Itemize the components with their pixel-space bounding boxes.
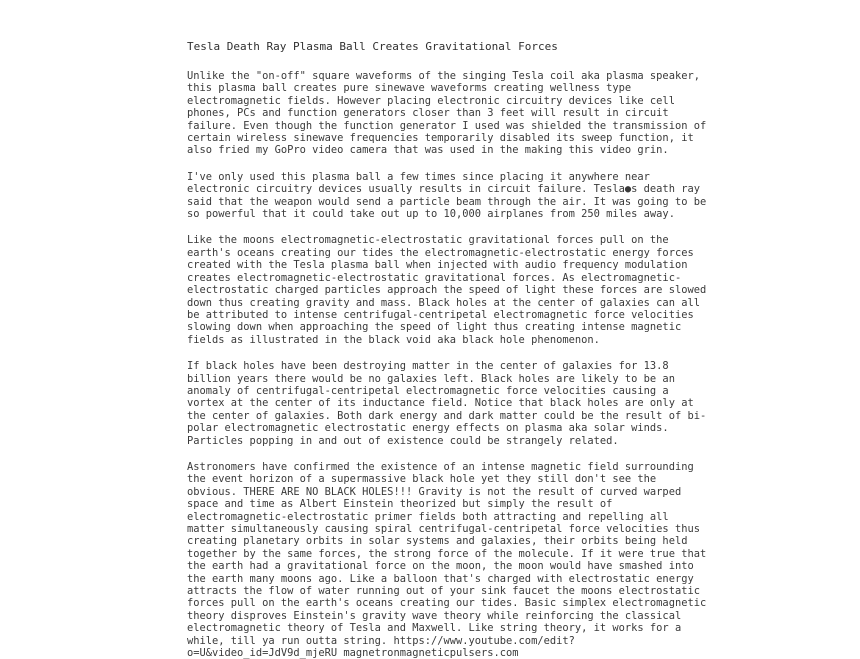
text-line: theory disproves Einstein's gravity wave theory while reinforcing the classical bbox=[187, 609, 682, 622]
text-line: together by the same forces, the strong force of the molecule. If it were true that bbox=[187, 547, 707, 560]
text-line: space and time as Albert Einstein theorized but simply the result of bbox=[187, 498, 613, 511]
text-line: forces pull on the earth's oceans creating our tides. Basic simplex electromagnetic bbox=[187, 597, 707, 610]
text-line: anomaly of centrifugal-centripetal electromagnetic force velocities causing a bbox=[187, 384, 669, 397]
text-line: so powerful that it could take out up to 10,000 airplanes from 250 miles away. bbox=[187, 208, 675, 221]
text-line: this plasma ball creates pure sinewave waveforms creating wellness type bbox=[187, 82, 632, 95]
text-line: electrostatic charged particles approach the speed of light these forces are slowed bbox=[187, 284, 707, 297]
text-line: while, till ya run outta string. https://www.youtube.com/edit? bbox=[187, 634, 575, 647]
text-line: certain wireless sinewave frequencies temporarily disabled its sweep function, it bbox=[187, 132, 694, 145]
document-title: Tesla Death Ray Plasma Ball Creates Gravitational Forces bbox=[187, 40, 558, 53]
text-line: electromagnetic theory of Tesla and Maxwell. Like string theory, it works for a bbox=[187, 622, 682, 635]
text-line: If black holes have been destroying matter in the center of galaxies for 13.8 bbox=[187, 360, 669, 373]
text-line: created with the Tesla plasma ball when injected with audio frequency modulation bbox=[187, 259, 688, 272]
text-line: Particles popping in and out of existence could be strangely related. bbox=[187, 434, 619, 447]
text-line: Like the moons electromagnetic-electrostatic gravitational forces pull on the bbox=[187, 234, 669, 247]
text-line: also fried my GoPro video camera that was used in the making this video grin. bbox=[187, 144, 669, 157]
paragraph bbox=[187, 70, 860, 157]
paragraph bbox=[187, 461, 860, 659]
text-line: the event horizon of a supermassive black hole yet they still don't see the bbox=[187, 473, 657, 486]
document-body bbox=[187, 70, 860, 659]
text-line: creating planetary orbits in solar systems and galaxies, their orbits being held bbox=[187, 535, 688, 548]
text-line: the earth had a gravitational force on the moon, the moon would have smashed into bbox=[187, 560, 694, 573]
text-line: o=U&video_id=JdV9d_mjeRU magnetronmagneticpulsers.com bbox=[187, 647, 519, 659]
text-line: the center of galaxies. Both dark energy and dark matter could be the result of bi- bbox=[187, 409, 707, 422]
text-line: Astronomers have confirmed the existence of an intense magnetic field surrounding bbox=[187, 460, 694, 473]
text-line: creates electromagnetic-electrostatic gravitational forces. As electromagnetic- bbox=[187, 271, 682, 284]
text-line: failure. Even though the function generator I used was shielded the transmission of bbox=[187, 119, 707, 132]
text-line: slowing down when approaching the speed of light thus creating intense magnetic bbox=[187, 321, 682, 334]
text-line: phones, PCs and function generators closer than 3 feet will result in circuit bbox=[187, 107, 669, 120]
text-line: billion years there would be no galaxies left. Black holes are likely to be an bbox=[187, 372, 675, 385]
paragraph bbox=[187, 171, 860, 221]
text-line: down thus creating gravity and mass. Black holes at the center of galaxies can all bbox=[187, 296, 700, 309]
text-line: attracts the flow of water running out of your sink faucet the moons electrostatic bbox=[187, 585, 700, 598]
text-line: polar electromagnetic electrostatic energy effects on plasma aka solar winds. bbox=[187, 422, 669, 435]
text-line: fields as illustrated in the black void aka black hole phenomenon. bbox=[187, 333, 600, 346]
paragraph bbox=[187, 360, 860, 447]
text-line: Unlike the "on-off" square waveforms of the singing Tesla coil aka plasma speaker, bbox=[187, 70, 700, 82]
text-line: I've only used this plasma ball a few times since placing it anywhere near bbox=[187, 170, 650, 183]
text-line: be attributed to intense centrifugal-centripetal electromagnetic force velocities bbox=[187, 308, 694, 321]
paragraph bbox=[187, 234, 860, 346]
text-line: electronic circuitry devices usually results in circuit failure. Tesla●s death ray bbox=[187, 183, 700, 196]
text-line: electromagnetic fields. However placing electronic circuitry devices like cell bbox=[187, 94, 675, 107]
text-line: vortex at the center of its inductance field. Notice that black holes are only at bbox=[187, 397, 694, 410]
text-line: said that the weapon would send a particle beam through the air. It was going to be bbox=[187, 195, 707, 208]
text-line: obvious. THERE ARE NO BLACK HOLES!!! Gravity is not the result of curved warped bbox=[187, 485, 682, 498]
text-line: electromagnetic-electrostatic primer fields both attracting and repelling all bbox=[187, 510, 669, 523]
text-line: earth's oceans creating our tides the electromagnetic-electrostatic energy forces bbox=[187, 246, 694, 259]
text-line: matter simultaneously causing spiral centrifugal-centripetal force velocities thus bbox=[187, 523, 700, 535]
text-line: the earth many moons ago. Like a balloon that's charged with electrostatic energy bbox=[187, 572, 694, 585]
